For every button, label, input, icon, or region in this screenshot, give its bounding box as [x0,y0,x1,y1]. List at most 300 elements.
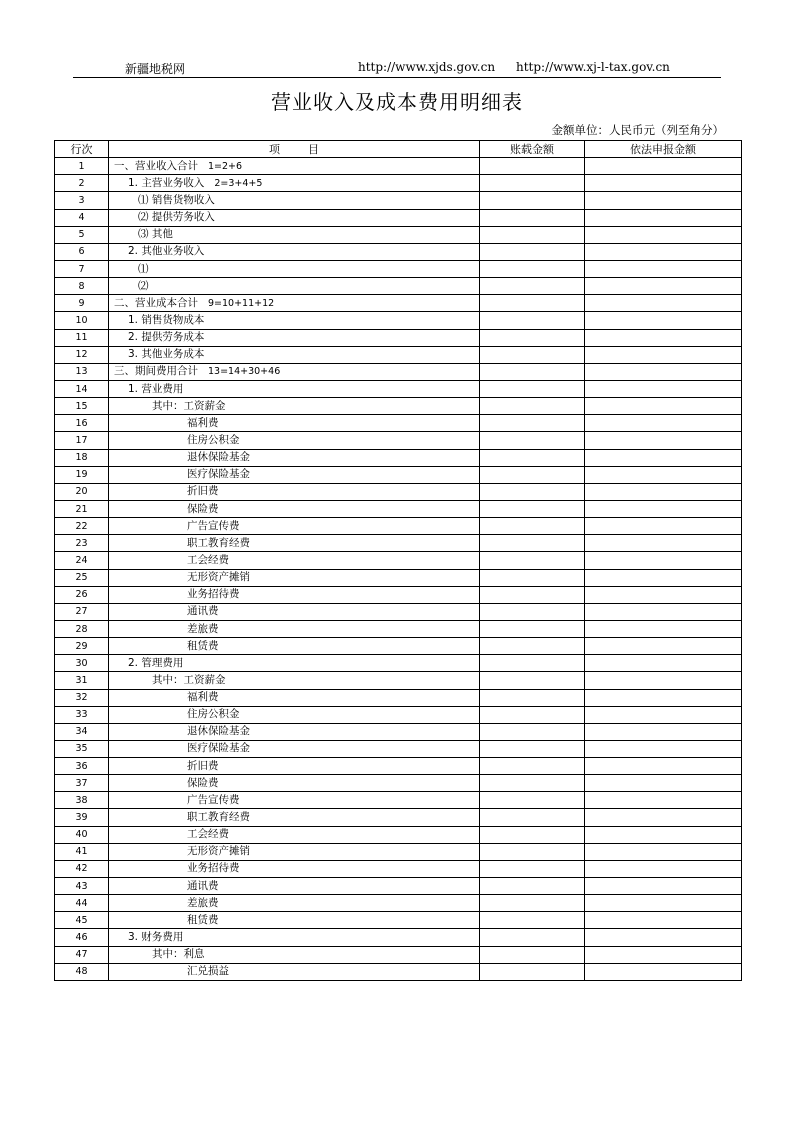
row-item [109,518,480,535]
row-item-label: 退休保险基金 [187,725,250,738]
column-header-item-b: 目 [308,142,319,156]
tax-amount-cell[interactable] [585,912,742,929]
tax-amount-cell[interactable] [585,312,742,329]
row-number: 35 [55,740,109,757]
row-number: 33 [55,706,109,723]
page-header [73,58,721,78]
table-body [55,158,742,981]
tax-amount-cell[interactable] [585,672,742,689]
row-number: 41 [55,843,109,860]
book-amount-cell[interactable] [480,620,585,637]
row-item [109,398,480,415]
row-number: 32 [55,689,109,706]
row-item [109,792,480,809]
table-row [55,929,742,946]
row-item [109,723,480,740]
book-amount-cell[interactable] [480,552,585,569]
tax-amount-cell[interactable] [585,586,742,603]
row-item-label: ⑴ 销售货物收入 [138,193,215,206]
row-item-label: 福利费 [187,416,219,429]
row-number: 9 [55,295,109,312]
row-number: 19 [55,466,109,483]
book-amount-cell[interactable] [480,860,585,877]
row-item-label: 折旧费 [187,485,219,498]
row-item [109,449,480,466]
row-number: 14 [55,380,109,397]
row-item-label: 租赁费 [187,913,219,926]
book-amount-cell[interactable] [480,363,585,380]
tax-amount-cell[interactable] [585,775,742,792]
table-row [55,843,742,860]
table-row [55,706,742,723]
column-header-book-amount: 账载金额 [480,141,585,158]
table-row [55,209,742,226]
table-row [55,363,742,380]
table-row [55,415,742,432]
row-item [109,432,480,449]
row-item [109,638,480,655]
row-formula: 2=3+4+5 [214,177,263,189]
tax-amount-cell[interactable] [585,346,742,363]
row-number: 7 [55,260,109,277]
row-item-label: 住房公积金 [187,708,240,721]
book-amount-cell[interactable] [480,346,585,363]
row-number: 38 [55,792,109,809]
book-amount-cell[interactable] [480,809,585,826]
book-amount-cell[interactable] [480,758,585,775]
row-item [109,295,480,312]
row-number: 37 [55,775,109,792]
row-item [109,878,480,895]
row-item-label: 3. 其他业务成本 [128,348,205,361]
row-item [109,329,480,346]
row-item-label: 职工教育经费 [187,536,250,549]
row-number: 44 [55,895,109,912]
table-row [55,398,742,415]
row-number: 12 [55,346,109,363]
row-item-label: 通讯费 [187,605,219,618]
table-row [55,192,742,209]
row-number: 45 [55,912,109,929]
row-item-label: 保险费 [187,776,219,789]
row-number: 36 [55,758,109,775]
tax-amount-cell[interactable] [585,843,742,860]
tax-amount-cell[interactable] [585,946,742,963]
row-number: 6 [55,243,109,260]
row-item [109,209,480,226]
tax-amount-cell[interactable] [585,518,742,535]
row-number: 16 [55,415,109,432]
row-item [109,672,480,689]
tax-amount-cell[interactable] [585,809,742,826]
table-row [55,243,742,260]
table-row [55,158,742,175]
book-amount-cell[interactable] [480,946,585,963]
table-row [55,792,742,809]
row-number: 8 [55,278,109,295]
row-item-label: 2. 其他业务收入 [128,245,205,258]
row-item [109,758,480,775]
row-item [109,278,480,295]
tax-amount-cell[interactable] [585,226,742,243]
row-item [109,603,480,620]
row-item [109,843,480,860]
row-number: 22 [55,518,109,535]
table-row [55,655,742,672]
book-amount-cell[interactable] [480,603,585,620]
tax-amount-cell[interactable] [585,826,742,843]
table-row [55,586,742,603]
book-amount-cell[interactable] [480,963,585,980]
row-number: 13 [55,363,109,380]
book-amount-cell[interactable] [480,312,585,329]
row-number: 4 [55,209,109,226]
site-url-secondary[interactable]: http://www.xj-l-tax.gov.cn [516,60,670,74]
book-amount-cell[interactable] [480,398,585,415]
row-number: 25 [55,569,109,586]
row-number: 30 [55,655,109,672]
row-number: 27 [55,603,109,620]
book-amount-cell[interactable] [480,278,585,295]
row-item-label: 1. 主营业务收入 [128,176,205,189]
row-number: 15 [55,398,109,415]
table-row [55,483,742,500]
tax-amount-cell[interactable] [585,209,742,226]
tax-amount-cell[interactable] [585,329,742,346]
row-number: 18 [55,449,109,466]
row-item-label: 差旅费 [187,622,219,635]
row-number: 5 [55,226,109,243]
tax-amount-cell[interactable] [585,689,742,706]
table-row [55,518,742,535]
row-item [109,552,480,569]
row-item [109,895,480,912]
row-item-label: 福利费 [187,691,219,704]
row-number: 1 [55,158,109,175]
row-item-label: 一、营业收入合计 [114,159,198,172]
tax-amount-cell[interactable] [585,792,742,809]
site-name: 新疆地税网 [125,62,186,76]
tax-amount-cell[interactable] [585,449,742,466]
book-amount-cell[interactable] [480,329,585,346]
book-amount-cell[interactable] [480,586,585,603]
row-item-label: ⑶ 其他 [138,228,173,241]
row-number: 23 [55,535,109,552]
tax-amount-cell[interactable] [585,655,742,672]
row-item-label: 二、营业成本合计 [114,296,198,309]
revenue-cost-table [54,140,742,981]
book-amount-cell[interactable] [480,792,585,809]
row-item [109,312,480,329]
row-item [109,740,480,757]
table-row [55,740,742,757]
row-item-label: 通讯费 [187,879,219,892]
table-row [55,689,742,706]
book-amount-cell[interactable] [480,380,585,397]
book-amount-cell[interactable] [480,706,585,723]
book-amount-cell[interactable] [480,415,585,432]
row-item [109,363,480,380]
row-number: 40 [55,826,109,843]
row-item [109,912,480,929]
book-amount-cell[interactable] [480,243,585,260]
row-item-label: 广告宣传费 [187,519,240,532]
row-item [109,226,480,243]
row-item [109,192,480,209]
row-number: 20 [55,483,109,500]
row-item [109,946,480,963]
row-item-label: 广告宣传费 [187,793,240,806]
table-row [55,963,742,980]
book-amount-cell[interactable] [480,535,585,552]
row-item [109,415,480,432]
book-amount-cell[interactable] [480,518,585,535]
book-amount-cell[interactable] [480,826,585,843]
book-amount-cell[interactable] [480,912,585,929]
row-number: 11 [55,329,109,346]
book-amount-cell[interactable] [480,843,585,860]
row-item-label: 折旧费 [187,759,219,772]
row-item [109,655,480,672]
row-item-label: 工会经费 [187,828,229,841]
tax-amount-cell[interactable] [585,535,742,552]
table-row [55,552,742,569]
table-row [55,466,742,483]
book-amount-cell[interactable] [480,483,585,500]
tax-amount-cell[interactable] [585,363,742,380]
row-item [109,809,480,826]
table-header-row [55,141,742,158]
book-amount-cell[interactable] [480,929,585,946]
row-item-label: 三、期间费用合计 [114,365,198,378]
column-header-item-a: 项 [269,142,280,156]
book-amount-cell[interactable] [480,175,585,192]
book-amount-cell[interactable] [480,466,585,483]
table-row [55,226,742,243]
row-item-label: 1. 销售货物成本 [128,313,205,326]
site-url-primary[interactable]: http://www.xjds.gov.cn [358,60,496,74]
tax-amount-cell[interactable] [585,895,742,912]
tax-amount-cell[interactable] [585,638,742,655]
table-row [55,432,742,449]
row-item [109,929,480,946]
table-row [55,912,742,929]
row-item-label: 无形资产摊销 [187,571,250,584]
column-header-item [109,141,480,158]
table-row [55,569,742,586]
row-item [109,860,480,877]
book-amount-cell[interactable] [480,723,585,740]
row-item [109,775,480,792]
book-amount-cell[interactable] [480,449,585,466]
row-item-label: 工会经费 [187,553,229,566]
row-item-label: 其中：工资薪金 [152,399,226,412]
row-item [109,689,480,706]
tax-amount-cell[interactable] [585,500,742,517]
row-formula: 9=10+11+12 [208,297,275,309]
column-header-row-no: 行次 [55,141,109,158]
row-item-label: 租赁费 [187,639,219,652]
row-item-label: 无形资产摊销 [187,845,250,858]
tax-amount-cell[interactable] [585,483,742,500]
row-item [109,706,480,723]
table-row [55,758,742,775]
row-item [109,483,480,500]
row-item-label: 保险费 [187,502,219,515]
row-item [109,535,480,552]
book-amount-cell[interactable] [480,192,585,209]
tax-amount-cell[interactable] [585,603,742,620]
tax-amount-cell[interactable] [585,758,742,775]
column-header-tax-amount: 依法申报金额 [585,141,742,158]
row-formula: 13=14+30+46 [208,366,281,378]
table-row [55,860,742,877]
tax-amount-cell[interactable] [585,295,742,312]
row-number: 43 [55,878,109,895]
row-item-label: 差旅费 [187,896,219,909]
tax-amount-cell[interactable] [585,552,742,569]
book-amount-cell[interactable] [480,638,585,655]
table-row [55,672,742,689]
table-row [55,946,742,963]
table-row [55,775,742,792]
row-item [109,260,480,277]
table-row [55,260,742,277]
tax-amount-cell[interactable] [585,860,742,877]
row-number: 28 [55,620,109,637]
table-row [55,278,742,295]
book-amount-cell[interactable] [480,158,585,175]
row-number: 10 [55,312,109,329]
table-row [55,895,742,912]
book-amount-cell[interactable] [480,655,585,672]
row-item-label: 住房公积金 [187,433,240,446]
book-amount-cell[interactable] [480,500,585,517]
row-item [109,243,480,260]
row-item [109,569,480,586]
table-row [55,620,742,637]
table-row [55,380,742,397]
row-number: 48 [55,963,109,980]
row-item-label: ⑴ [138,262,149,275]
amount-unit-note: 金额单位：人民币元（列至角分） [551,123,724,137]
row-item-label: ⑵ 提供劳务收入 [138,211,215,224]
tax-amount-cell[interactable] [585,963,742,980]
book-amount-cell[interactable] [480,689,585,706]
page-title: 营业收入及成本费用明细表 [271,90,523,114]
tax-amount-cell[interactable] [585,620,742,637]
table-row [55,638,742,655]
row-item [109,175,480,192]
row-number: 46 [55,929,109,946]
row-item [109,466,480,483]
tax-amount-cell[interactable] [585,740,742,757]
tax-amount-cell[interactable] [585,398,742,415]
row-number: 39 [55,809,109,826]
row-item-label: 2. 管理费用 [128,656,184,669]
tax-amount-cell[interactable] [585,192,742,209]
table-row [55,500,742,517]
book-amount-cell[interactable] [480,432,585,449]
table-row [55,723,742,740]
table-row [55,449,742,466]
tax-amount-cell[interactable] [585,158,742,175]
row-item-label: 3. 财务费用 [128,931,184,944]
row-number: 21 [55,500,109,517]
row-item-label: 1. 营业费用 [128,382,184,395]
row-item [109,346,480,363]
tax-amount-cell[interactable] [585,929,742,946]
row-item [109,620,480,637]
book-amount-cell[interactable] [480,260,585,277]
book-amount-cell[interactable] [480,209,585,226]
row-item [109,586,480,603]
row-number: 34 [55,723,109,740]
row-item-label: 其中：利息 [152,948,205,961]
book-amount-cell[interactable] [480,878,585,895]
table-row [55,826,742,843]
table-row [55,175,742,192]
row-item [109,500,480,517]
table-row [55,312,742,329]
table-row [55,603,742,620]
row-item-label: 业务招待费 [187,588,240,601]
row-formula: 1=2+6 [208,160,243,172]
row-item [109,963,480,980]
row-item [109,380,480,397]
row-item-label: 职工教育经费 [187,811,250,824]
table-row [55,329,742,346]
tax-amount-cell[interactable] [585,466,742,483]
row-item [109,826,480,843]
row-number: 26 [55,586,109,603]
book-amount-cell[interactable] [480,775,585,792]
row-item-label: 其中：工资薪金 [152,673,226,686]
row-item-label: 医疗保险基金 [187,742,250,755]
row-number: 24 [55,552,109,569]
row-item [109,158,480,175]
book-amount-cell[interactable] [480,226,585,243]
row-number: 17 [55,432,109,449]
table-row [55,295,742,312]
tax-amount-cell[interactable] [585,278,742,295]
book-amount-cell[interactable] [480,295,585,312]
row-number: 31 [55,672,109,689]
tax-amount-cell[interactable] [585,723,742,740]
book-amount-cell[interactable] [480,895,585,912]
tax-amount-cell[interactable] [585,243,742,260]
tax-amount-cell[interactable] [585,878,742,895]
row-item-label: 退休保险基金 [187,451,250,464]
row-number: 2 [55,175,109,192]
tax-amount-cell[interactable] [585,380,742,397]
row-number: 29 [55,638,109,655]
tax-amount-cell[interactable] [585,569,742,586]
book-amount-cell[interactable] [480,672,585,689]
tax-amount-cell[interactable] [585,175,742,192]
table-row [55,535,742,552]
row-item-label: 业务招待费 [187,862,240,875]
row-item-label: ⑵ [138,279,149,292]
row-item-label: 医疗保险基金 [187,468,250,481]
tax-amount-cell[interactable] [585,260,742,277]
book-amount-cell[interactable] [480,569,585,586]
tax-amount-cell[interactable] [585,706,742,723]
book-amount-cell[interactable] [480,740,585,757]
tax-amount-cell[interactable] [585,415,742,432]
tax-amount-cell[interactable] [585,432,742,449]
table-row [55,878,742,895]
